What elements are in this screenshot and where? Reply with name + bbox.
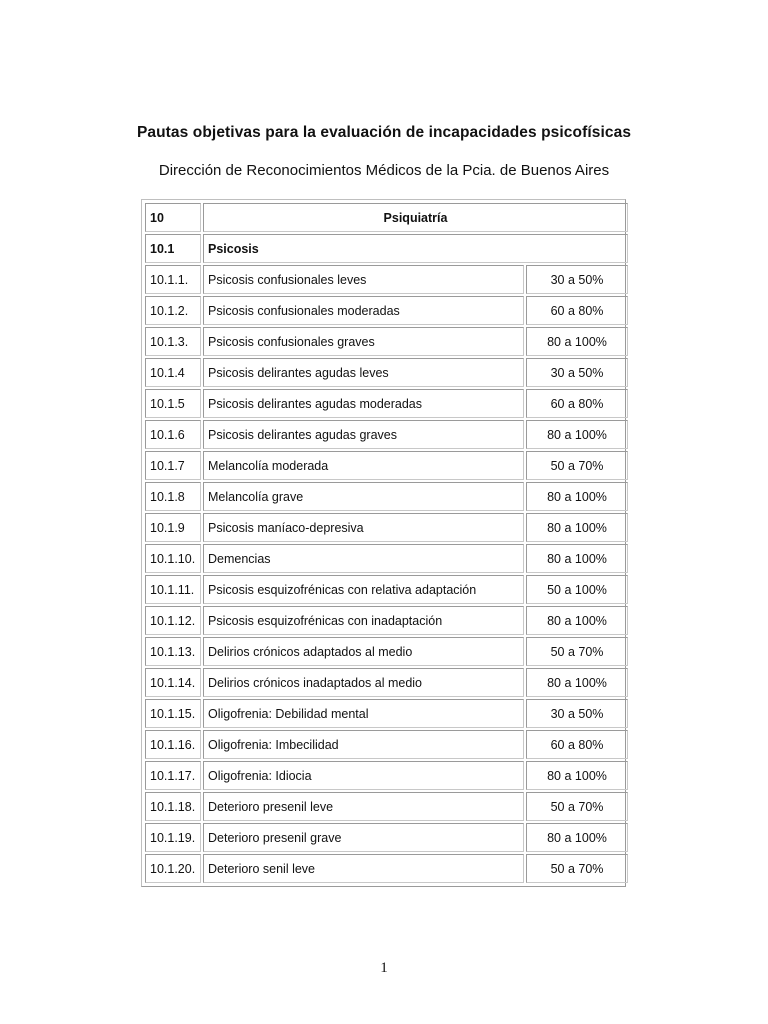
subsection-name: Psicosis [203,234,628,263]
row-percentage: 80 a 100% [526,823,628,852]
row-description: Oligofrenia: Idiocia [203,761,524,790]
table-row [145,265,628,294]
row-description: Delirios crónicos adaptados al medio [203,637,524,666]
row-description: Psicosis maníaco-depresiva [203,513,524,542]
row-code: 10.1.17. [145,761,201,790]
row-code: 10.1.12. [145,606,201,635]
row-percentage: 60 a 80% [526,296,628,325]
document-subtitle: Dirección de Reconocimientos Médicos de la Pcia. de Buenos Aires [158,162,610,179]
row-description: Melancolía grave [203,482,524,511]
row-percentage: 30 a 50% [526,699,628,728]
row-description: Psicosis delirantes agudas moderadas [203,389,524,418]
row-code: 10.1.13. [145,637,201,666]
incapacity-table [143,201,630,885]
row-percentage: 80 a 100% [526,420,628,449]
row-percentage: 80 a 100% [526,544,628,573]
table-row [145,730,628,759]
row-description: Psicosis esquizofrénicas con inadaptación [203,606,524,635]
table-row [145,792,628,821]
table-row [145,668,628,697]
page-number: 1 [380,960,388,976]
row-description: Psicosis confusionales leves [203,265,524,294]
row-code: 10.1.2. [145,296,201,325]
subsection-header-row [145,234,628,263]
table-row [145,513,628,542]
row-percentage: 80 a 100% [526,668,628,697]
subsection-code: 10.1 [145,234,201,263]
row-percentage: 60 a 80% [526,389,628,418]
row-description: Psicosis delirantes agudas leves [203,358,524,387]
table-row [145,637,628,666]
table-row [145,699,628,728]
table-row [145,358,628,387]
row-description: Delirios crónicos inadaptados al medio [203,668,524,697]
row-code: 10.1.10. [145,544,201,573]
row-code: 10.1.8 [145,482,201,511]
row-percentage: 80 a 100% [526,513,628,542]
row-percentage: 80 a 100% [526,606,628,635]
incapacity-table-frame [141,199,626,887]
row-percentage: 80 a 100% [526,482,628,511]
row-code: 10.1.1. [145,265,201,294]
row-code: 10.1.4 [145,358,201,387]
row-description: Deterioro presenil leve [203,792,524,821]
table-row [145,761,628,790]
table-row [145,482,628,511]
row-code: 10.1.18. [145,792,201,821]
table-row [145,451,628,480]
row-description: Deterioro presenil grave [203,823,524,852]
row-percentage: 50 a 70% [526,637,628,666]
table-row [145,575,628,604]
row-code: 10.1.7 [145,451,201,480]
row-description: Psicosis esquizofrénicas con relativa adaptación [203,575,524,604]
row-description: Oligofrenia: Debilidad mental [203,699,524,728]
table-row [145,606,628,635]
section-code: 10 [145,203,201,232]
row-percentage: 50 a 100% [526,575,628,604]
row-percentage: 50 a 70% [526,792,628,821]
row-percentage: 50 a 70% [526,854,628,883]
table-row [145,420,628,449]
row-description: Deterioro senil leve [203,854,524,883]
table-row [145,327,628,356]
table-row [145,854,628,883]
row-description: Psicosis delirantes agudas graves [203,420,524,449]
row-code: 10.1.19. [145,823,201,852]
table-row [145,296,628,325]
row-description: Melancolía moderada [203,451,524,480]
row-description: Psicosis confusionales moderadas [203,296,524,325]
row-percentage: 60 a 80% [526,730,628,759]
row-percentage: 30 a 50% [526,358,628,387]
table-row [145,544,628,573]
row-code: 10.1.11. [145,575,201,604]
row-percentage: 80 a 100% [526,327,628,356]
section-name: Psiquiatría [203,203,628,232]
document-title: Pautas objetivas para la evaluación de incapacidades psicofísicas [136,124,632,141]
row-code: 10.1.20. [145,854,201,883]
row-code: 10.1.14. [145,668,201,697]
row-description: Psicosis confusionales graves [203,327,524,356]
row-code: 10.1.6 [145,420,201,449]
row-description: Oligofrenia: Imbecilidad [203,730,524,759]
table-row [145,823,628,852]
row-code: 10.1.15. [145,699,201,728]
row-code: 10.1.9 [145,513,201,542]
row-code: 10.1.16. [145,730,201,759]
section-header-row [145,203,628,232]
row-code: 10.1.5 [145,389,201,418]
row-percentage: 50 a 70% [526,451,628,480]
row-percentage: 30 a 50% [526,265,628,294]
table-row [145,389,628,418]
row-percentage: 80 a 100% [526,761,628,790]
row-code: 10.1.3. [145,327,201,356]
row-description: Demencias [203,544,524,573]
